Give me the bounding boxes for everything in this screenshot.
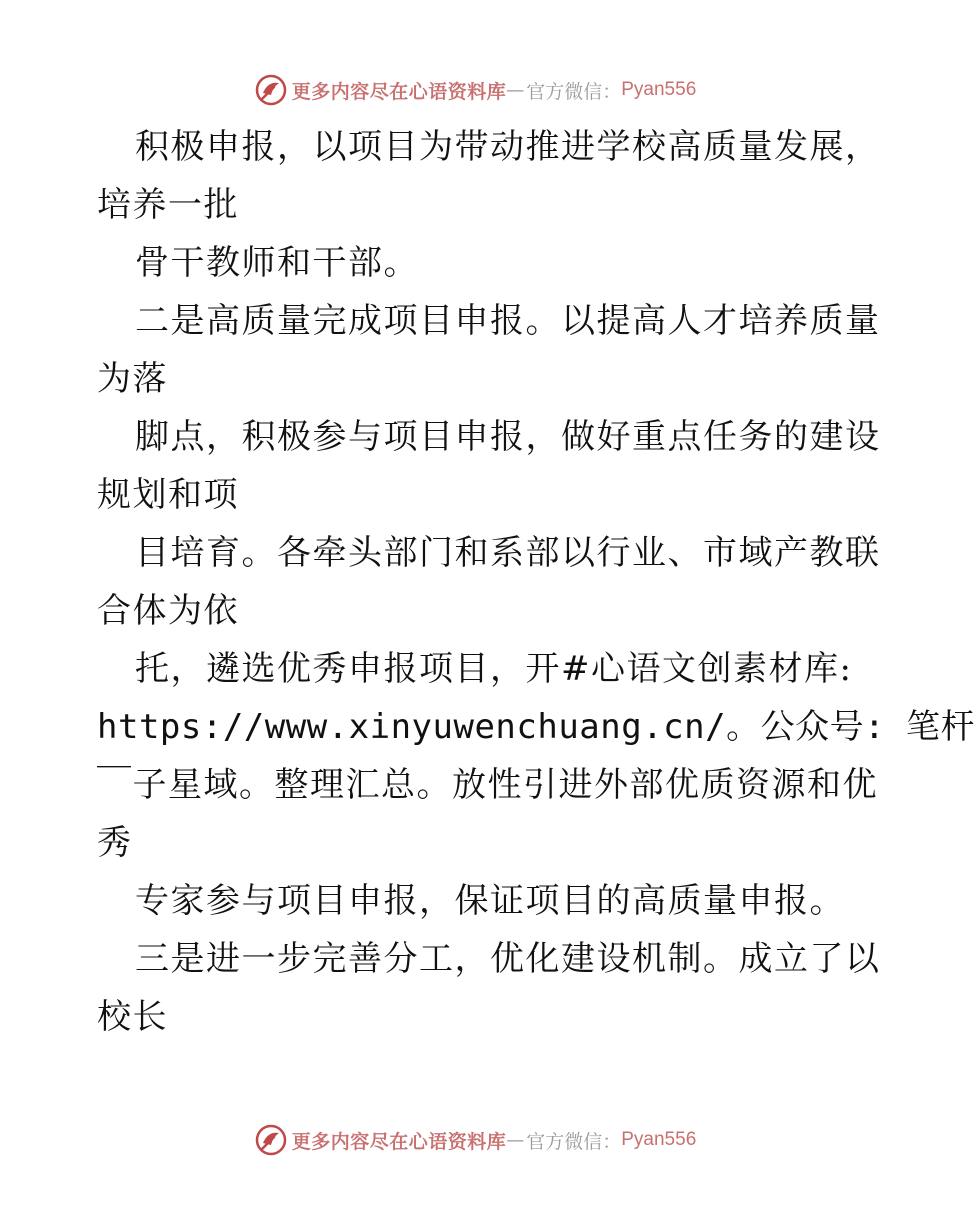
text-line: 目培育。各牵头部门和系部以行业、市域产教联	[135, 533, 881, 573]
brand-logo-icon	[254, 73, 288, 107]
text-line-url: https://www.xinyuwenchuang.cn/。公众号: 笔杆	[97, 707, 975, 747]
text-line: 骨干教师和干部。	[135, 243, 419, 283]
text-line: 为落	[97, 359, 168, 399]
document-body	[97, 118, 975, 1046]
banner-separator: —	[506, 1129, 525, 1151]
banner-main-text: 更多内容尽在心语资料库	[291, 80, 507, 103]
banner-wechat-id: Pyan556	[621, 1129, 697, 1150]
header-banner	[0, 70, 950, 110]
text-line: 秀	[97, 823, 133, 863]
text-line: 合体为依	[97, 591, 239, 631]
banner-wechat-id: Pyan556	[621, 79, 697, 100]
text-line: 二是高质量完成项目申报。以提高人才培养质量	[135, 301, 881, 341]
brand-logo-icon	[254, 1123, 288, 1157]
banner-separator: —	[506, 79, 525, 101]
banner-official-label: 官方微信：	[526, 80, 622, 103]
text-line: 校长	[97, 997, 168, 1037]
text-line: 脚点，积极参与项目申报，做好重点任务的建设	[135, 417, 881, 457]
text-line: 积极申报，以项目为带动推进学校高质量发展，	[135, 127, 881, 167]
text-line: 三是进一步完善分工，优化建设机制。成立了以	[135, 939, 881, 979]
text-line: 培养一批	[97, 185, 239, 225]
banner-official-label: 官方微信：	[526, 1130, 622, 1153]
footer-banner	[0, 1120, 950, 1160]
text-line: 托，遴选优秀申报项目，开#心语文创素材库:	[135, 649, 853, 689]
banner-main-text: 更多内容尽在心语资料库	[291, 1130, 507, 1153]
text-line: 规划和项	[97, 475, 239, 515]
text-line: ￣子星域。整理汇总。放性引进外部优质资源和优	[97, 765, 878, 805]
text-line: 专家参与项目申报，保证项目的高质量申报。	[135, 881, 845, 921]
